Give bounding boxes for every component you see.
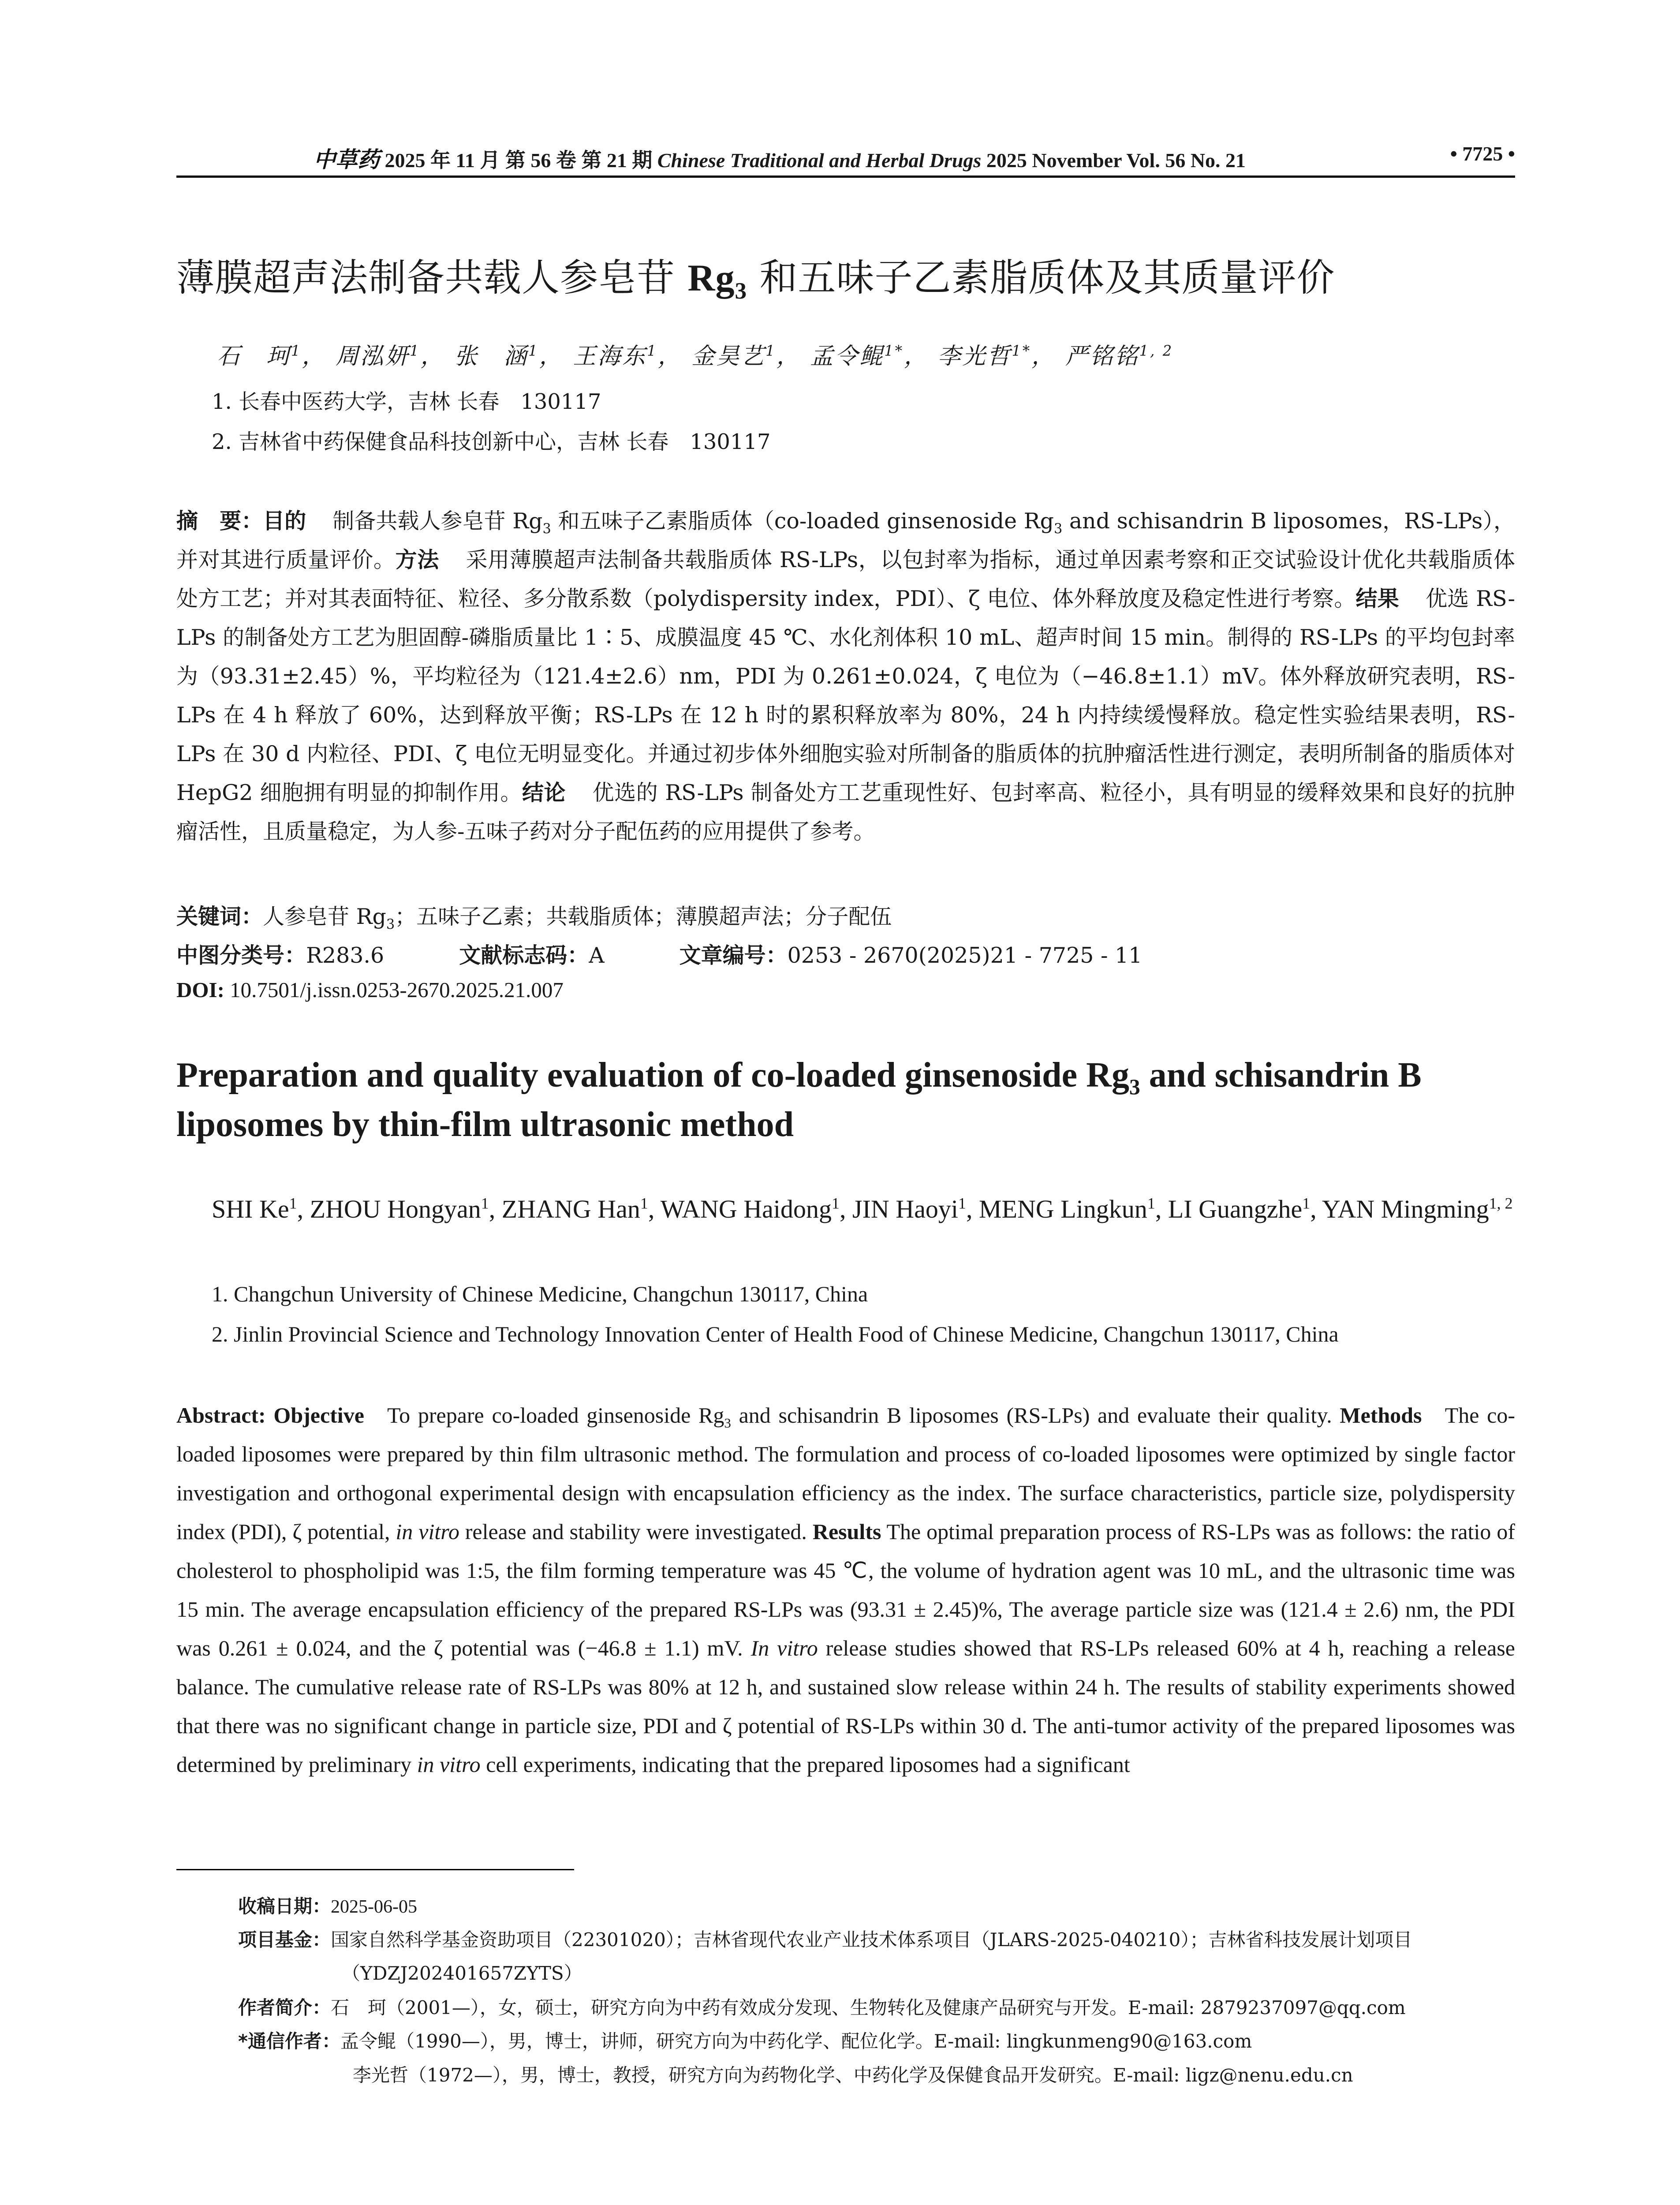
author: 周泓妍 <box>336 343 410 370</box>
author: 孟令鲲 <box>810 343 885 370</box>
header-rule <box>176 176 1515 178</box>
author: 石 珂 <box>217 343 291 370</box>
author: 张 涵 <box>454 343 529 370</box>
classification-line: 中图分类号：R283.6 文献标志码：A 文章编号：0253 - 2670(2025)21 - 7725 - 11 <box>176 943 1142 968</box>
author: 金昊艺 <box>691 343 766 370</box>
citation-en: 2025 November Vol. 56 No. 21 <box>986 149 1246 172</box>
author: 王海东 <box>573 343 647 370</box>
author: LI Guangzhe <box>1168 1195 1303 1223</box>
authors-en: SHI Ke$^1$, ZHOU Hongyan$^1$, ZHANG Han$^1$, WANG Haidong$^1$, JIN Haoyi$^1$, MENG Lingkun$^1$, LI Guangzhe$^1$, YAN Mingming$^{1, 2}$ <box>212 1194 1513 1223</box>
footnote-received: 收稿日期：2025-06-05 <box>238 1895 417 1917</box>
author: ZHOU Hongyan <box>310 1195 481 1223</box>
running-header <box>176 142 1515 176</box>
footnote-corresponding: *通信作者：孟令鲲（1990—），男，博士，讲师，研究方向为中药化学、配位化学。E-mail: lingkunmeng90@163.com <box>238 2030 1252 2052</box>
abstract-en: Abstract: Objective To prepare co-loaded ginsenoside $Rg_3$ and schisandrin B liposomes (RS-LPs) and evaluate their quality. Methods The co-loaded liposomes were prepared by thin film ultrasonic method. The formulation and process of co-loaded liposomes were optimized by single factor investigation and orthogonal experimental design with encapsulation efficiency as the index. The surface characteristics, particle size, polydispersity index (PDI), ζ potential, in vitro release and stability were investigated. Results The optimal preparation process of RS-LPs was as follows: the ratio of cholesterol to phospholipid was 1:5, the film forming temperature was 45 ℃, the volume of hydration agent was 10 mL, and the ultrasonic time was 15 min. The average encapsulation efficiency of the prepared RS-LPs was (93.31 ± 2.45)%, The average particle size was (121.4 ± 2.6) nm, the PDI was 0.261 ± 0.024, and the ζ potential was (−46.8 ± 1.1) mV. In vitro release studies showed that RS-LPs released 60% at 4 h, reaching a release balance. The cumulative release rate of RS-LPs was 80% at 12 h, and sustained slow release within 24 h. The results of stability experiments showed that there was no significant change in particle size, PDI and ζ potential of RS-LPs within 30 d. The anti-tumor activity of the prepared liposomes was determined by preliminary in vitro cell experiments, indicating that the prepared liposomes had a significant <box>176 1403 1516 1777</box>
title-cn: 薄膜超声法制备共载人参皂苷 $Rg_3$ 和五味子乙素脂质体及其质量评价 <box>176 256 1335 304</box>
author: MENG Lingkun <box>979 1195 1147 1223</box>
author: JIN Haoyi <box>852 1195 959 1223</box>
author: WANG Haidong <box>660 1195 832 1223</box>
footnote-rule <box>176 1869 574 1870</box>
affiliation-cn-2: 2. 吉林省中药保健食品科技创新中心，吉林 长春 130117 <box>212 430 771 454</box>
journal-name-en: Chinese Traditional and Herbal Drugs <box>657 149 982 172</box>
title-en: Preparation and quality evaluation of co-loaded ginsenoside $Rg_3$ and schisandrin B liposomes by thin-film ultrasonic method <box>176 1056 1422 1144</box>
author: ZHANG Han <box>501 1195 640 1223</box>
author: SHI Ke <box>212 1195 289 1223</box>
footnote-fund: 项目基金：国家自然科学基金资助项目（22301020）；吉林省现代农业产业技术体系项目（JLARS-2025-040210）；吉林省科技发展计划项目 （YDZJ202401657ZYTS） <box>238 1929 1412 1984</box>
journal-logo: 中草药 <box>313 146 380 172</box>
doi-line: DOI: 10.7501/j.issn.0253-2670.2025.21.007 <box>176 978 564 1002</box>
footnote-corresponding-2: 李光哲（1972—），男，博士，教授，研究方向为药物化学、中药化学及保健食品开发研究。E-mail: ligz@nenu.edu.cn <box>353 2064 1353 2086</box>
footnote-bio: 作者简介：石 珂（2001—），女，硕士，研究方向为中药有效成分发现、生物转化及健康产品研究与开发。E-mail: 2879237097@qq.com <box>238 1997 1406 2018</box>
citation-cn: 2025 年 11 月 第 56 卷 第 21 期 <box>385 149 653 172</box>
keywords-cn: 关键词：人参皂苷 $Rg_3$；五味子乙素；共载脂质体；薄膜超声法；分子配伍 <box>176 904 892 932</box>
doi-link[interactable]: 10.7501/j.issn.0253-2670.2025.21.007 <box>230 978 564 1002</box>
affiliation-en-2: 2. Jinlin Provincial Science and Technology Innovation Center of Health Food of Chinese Medicine, Changchun 130117, China <box>212 1322 1339 1346</box>
abstract-cn: 摘 要：目的 制备共载人参皂苷 $Rg_3$ 和五味子乙素脂质体（co-loaded ginsenoside $Rg_3$ and schisandrin B liposomes，RS-LPs），并对其进行质量评价。方法 采用薄膜超声法制备共载脂质体 RS-LPs，以包封率为指标，通过单因素考察和正交试验设计优化共载脂质体处方工艺；并对其表面特征、粒径、多分散系数（polydispersity index，PDI）、ζ 电位、体外释放度及稳定性进行考察。结果 优选 RS-LPs 的制备处方工艺为胆固醇-磷脂质量比 1∶5、成膜温度 45 ℃、水化剂体积 10 mL、超声时间 15 min。制得的 RS-LPs 的平均包封率为（93.31±2.45）%，平均粒径为（121.4±2.6）nm，PDI 为 0.261±0.024，ζ 电位为（−46.8±1.1）mV。体外释放研究表明，RS-LPs 在 4 h 释放了 60%，达到释放平衡；RS-LPs 在 12 h 时的累积释放率为 80%，24 h 内持续缓慢释放。稳定性实验结果表明，RS-LPs 在 30 d 内粒径、PDI、ζ 电位无明显变化。并通过初步体外细胞实验对所制备的脂质体的抗肿瘤活性进行测定，表明所制备的脂质体对 HepG2 细胞拥有明显的抑制作用。结论 优选的 RS-LPs 制备处方工艺重现性好、包封率高、粒径小，具有明显的缓释效果和良好的抗肿瘤活性，且质量稳定，为人参-五味子药对分子配伍药的应用提供了参考。 <box>176 508 1515 844</box>
author: YAN Mingming <box>1322 1195 1489 1223</box>
author: 李光哲 <box>937 343 1012 370</box>
affiliation-en-1: 1. Changchun University of Chinese Medicine, Changchun 130117, China <box>212 1282 868 1306</box>
affiliation-cn-1: 1. 长春中医药大学，吉林 长春 130117 <box>212 389 601 414</box>
authors-cn: 石 珂$^1$， 周泓妍$^1$， 张 涵$^1$， 王海东$^1$， 金昊艺$^1$， 孟令鲲$^{1*}$， 李光哲$^{1*}$， 严铭铭$^{1, 2}$ <box>217 342 1174 370</box>
page-number: • 7725 • <box>1450 142 1515 165</box>
author: 严铭铭 <box>1065 343 1139 370</box>
